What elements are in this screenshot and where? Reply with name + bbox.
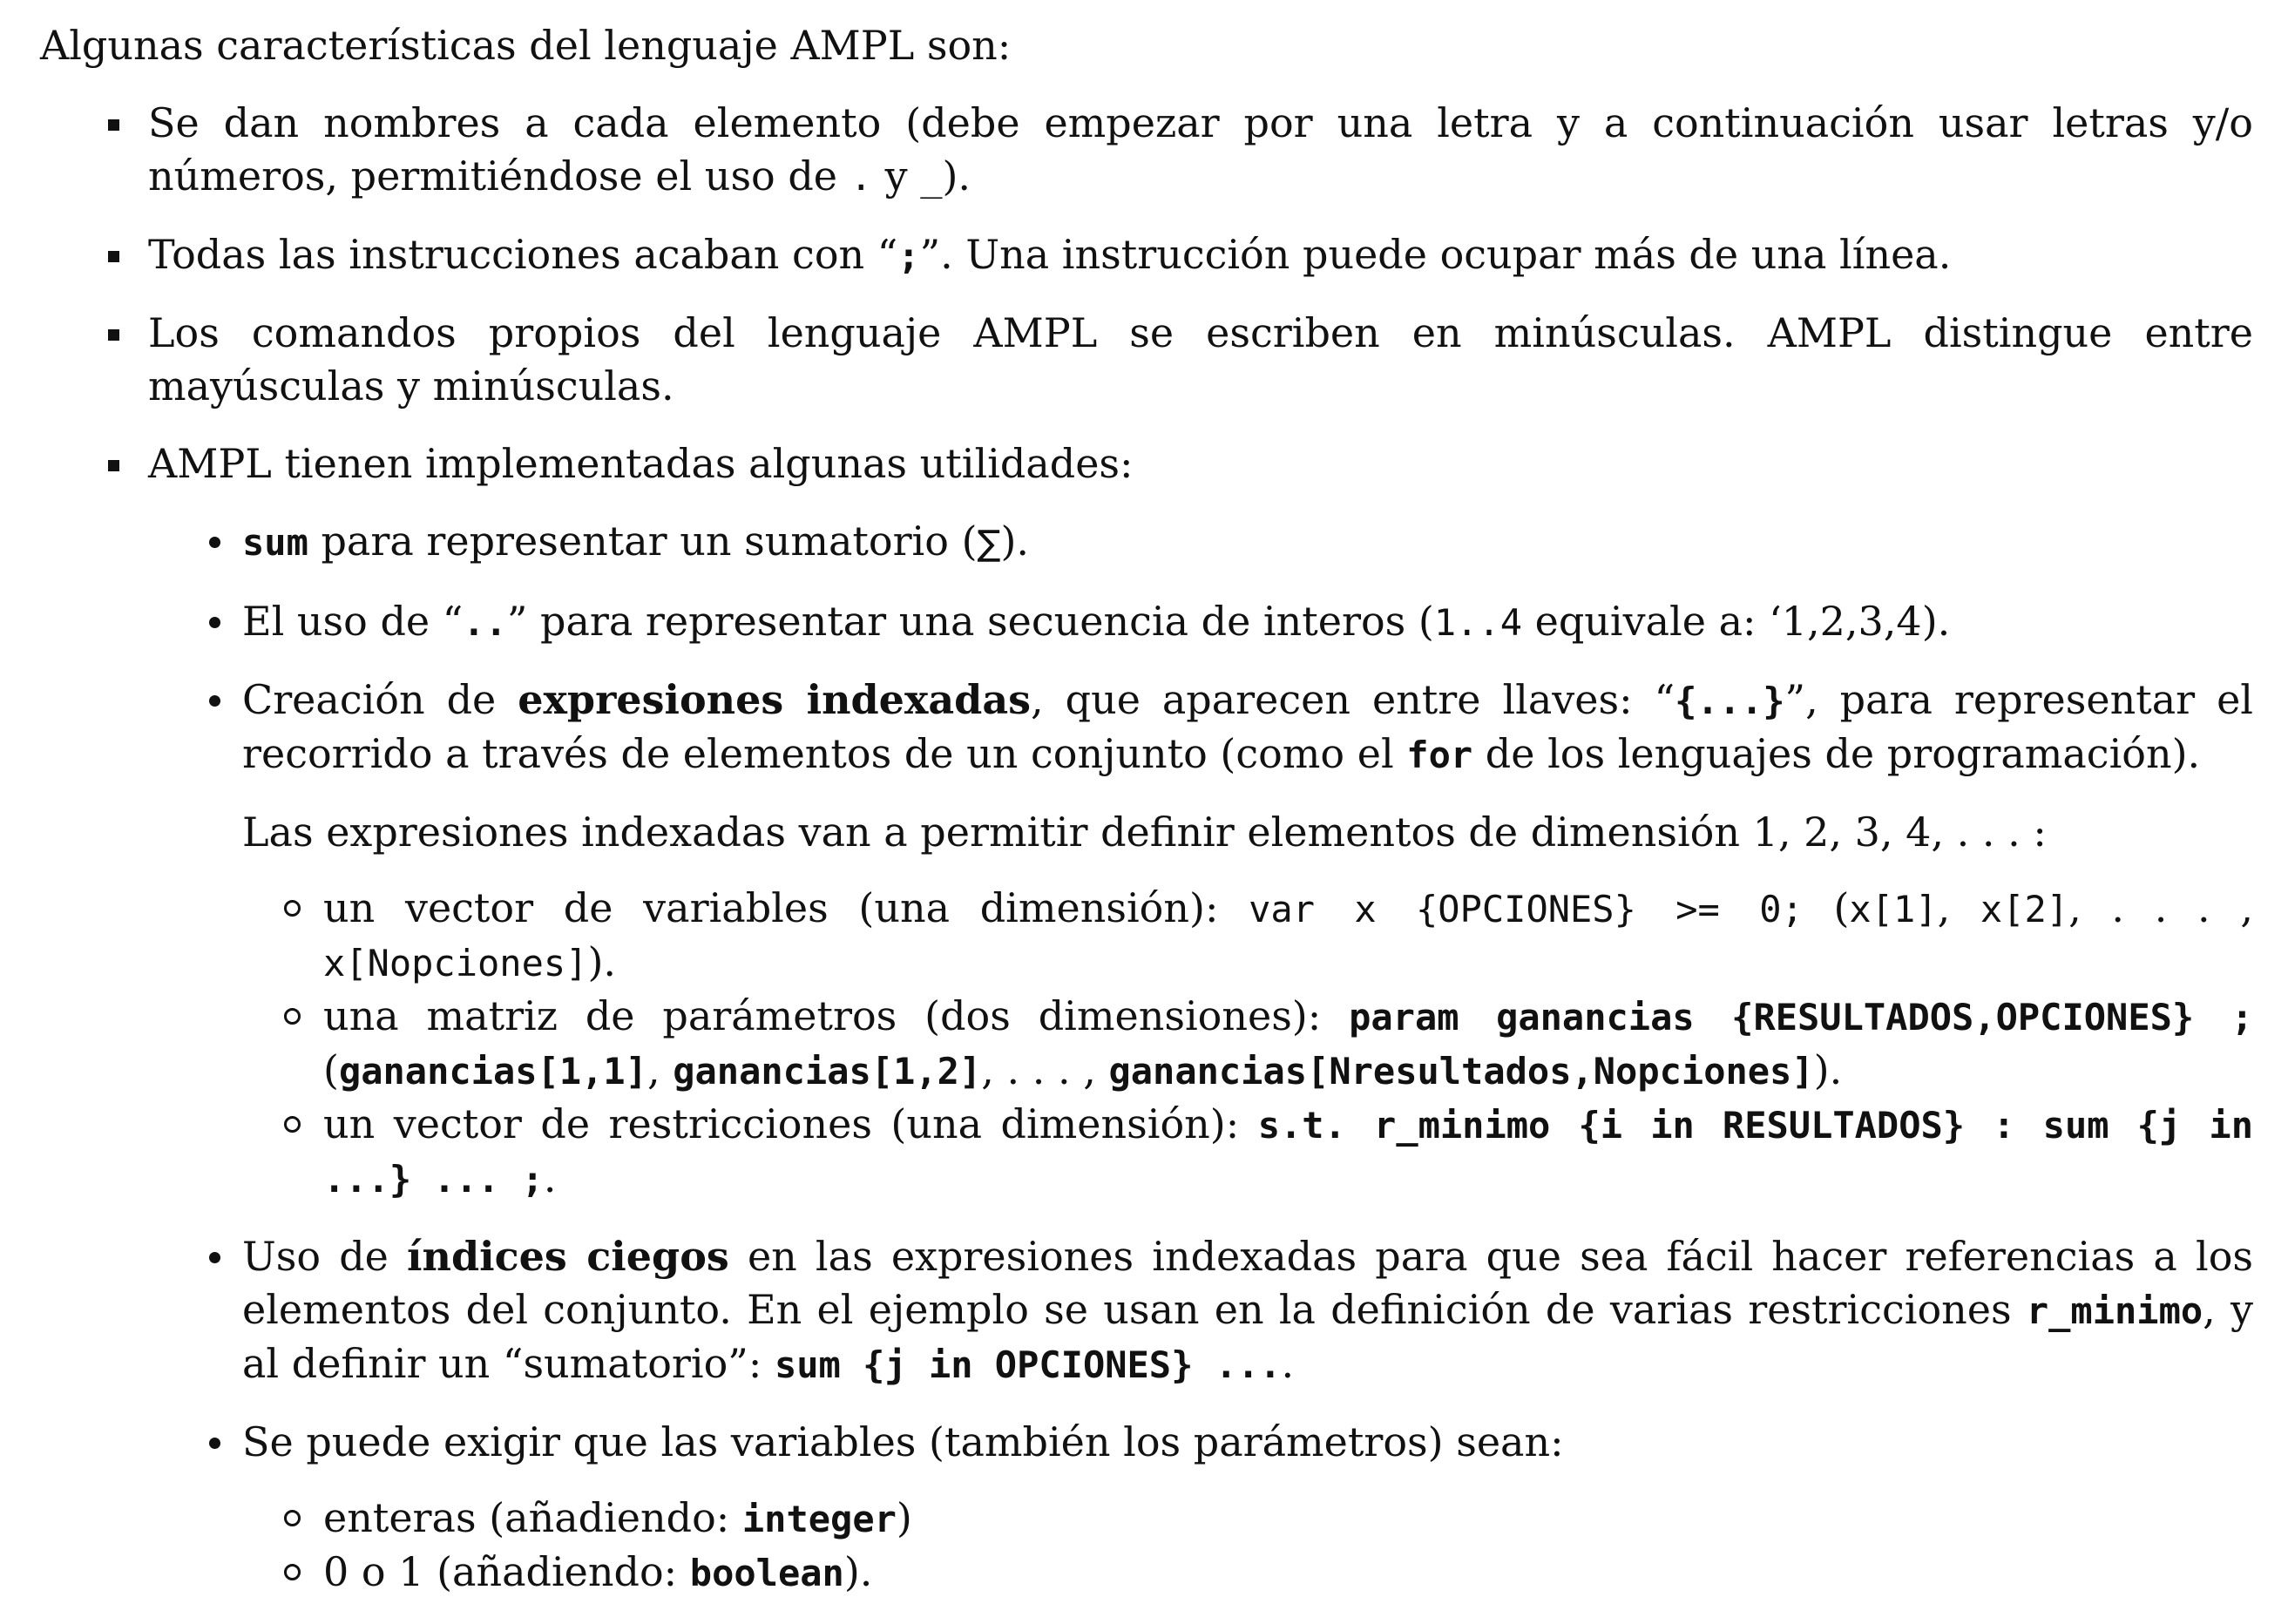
- text: 0 o 1 (añadiendo:: [323, 1548, 690, 1595]
- text: equivale a: ‘1,2,3,4).: [1522, 598, 1951, 645]
- text: un vector de variables (una dimensión):: [323, 884, 1249, 931]
- text: ).: [843, 1548, 873, 1595]
- text: ”. Una instrucción puede ocupar más de una línea.: [919, 231, 1952, 278]
- code-for: for: [1406, 734, 1473, 776]
- code-integer: integer: [741, 1498, 897, 1540]
- list-item-utilities: [40, 437, 2253, 1600]
- text: , . . . ,: [981, 1046, 1109, 1093]
- code-semicolon: ;: [897, 234, 920, 277]
- dimension-item-matrix: [242, 990, 2253, 1098]
- text: ,: [1937, 884, 1980, 931]
- text: .: [543, 1154, 557, 1201]
- text: ).: [1000, 518, 1030, 565]
- text: .: [1281, 1340, 1295, 1387]
- code-sum-opciones: sum {j in OPCIONES} ...: [774, 1343, 1282, 1386]
- text: AMPL tienen implementadas algunas utilidades:: [148, 440, 1134, 487]
- main-list: [40, 97, 2253, 1600]
- text: de los lenguajes de programación).: [1472, 730, 2201, 777]
- code: ganancias[Nresultados,Nopciones]: [1108, 1050, 1814, 1093]
- text: ).: [942, 152, 971, 200]
- bold-term: índices ciegos: [407, 1233, 729, 1280]
- utilities-list: [148, 515, 2253, 1600]
- code: ganancias[1,1]: [338, 1050, 647, 1093]
- code: x[1]: [1849, 888, 1938, 930]
- text: (: [1803, 884, 1850, 931]
- dimension-list: [242, 882, 2253, 1206]
- text: Todas las instrucciones acaban con “: [148, 231, 898, 278]
- code-range: 1..4: [1433, 601, 1522, 644]
- type-item-boolean: [242, 1546, 2253, 1600]
- text: ” para representar una secuencia de interos (: [506, 598, 1434, 645]
- intro-text: Algunas características del lenguaje AMPL son:: [40, 22, 1012, 69]
- text: una matriz de parámetros (dos dimensiones):: [323, 992, 1350, 1039]
- text: y: [871, 152, 921, 200]
- sub-item-indexed-expressions: [148, 673, 2253, 1206]
- text: un vector de restricciones (una dimensión):: [323, 1100, 1258, 1147]
- code: ganancias[1,2]: [673, 1050, 982, 1093]
- text: Creación de: [242, 676, 518, 723]
- code-underscore: _: [920, 156, 943, 199]
- text: Se puede exigir que las variables (también los parámetros) sean:: [242, 1418, 1564, 1465]
- code-dotdot: ..: [463, 601, 507, 644]
- text: ,: [646, 1046, 674, 1093]
- text: Se dan nombres a cada elemento (debe empezar por una letra y a continuación usar letras y/o números, permitiéndose el uso de: [148, 99, 2253, 200]
- list-item-instructions: [40, 228, 2253, 282]
- type-item-integer: [242, 1492, 2253, 1546]
- text: , y al definir un “sumatorio”:: [242, 1286, 2254, 1387]
- text: El uso de “: [242, 598, 464, 645]
- code-boolean: boolean: [689, 1552, 844, 1594]
- code-rminimo: r_minimo: [2026, 1289, 2203, 1332]
- list-item-naming: [40, 97, 2253, 204]
- code: var x {OPCIONES} >= 0;: [1249, 888, 1804, 930]
- code: x[2]: [1980, 888, 2069, 930]
- code: param ganancias {RESULTADOS,OPCIONES} ;: [1349, 996, 2253, 1039]
- dimension-paragraph: Las expresiones indexadas van a permitir definir elementos de dimensión 1, 2, 3, 4, . . . :: [242, 809, 2047, 856]
- dimension-item-constraints: [242, 1098, 2253, 1206]
- text: , que aparecen entre llaves: “: [1031, 676, 1675, 723]
- text: enteras (añadiendo:: [323, 1494, 742, 1541]
- code-sum: sum: [242, 521, 308, 564]
- text: , . . . ,: [2068, 884, 2253, 931]
- code-braces: {...}: [1675, 680, 1785, 722]
- text: ).: [1813, 1046, 1843, 1093]
- bold-term: expresiones indexadas: [518, 676, 1032, 723]
- sub-item-sequence: [148, 595, 2253, 649]
- code-dot: .: [850, 156, 872, 199]
- sub-item-variable-types: [148, 1416, 2253, 1600]
- sub-item-blind-indices: [148, 1230, 2253, 1391]
- code: s.t. r_minimo {i in RESULTADOS} : sum {j in ...} ... ;: [323, 1104, 2253, 1201]
- sub-item-sum: [148, 515, 2253, 571]
- list-item-commands: Los comandos propios del lenguaje AMPL se escriben en minúsculas. AMPL distingue entre mayúsculas y minúsculas.: [40, 307, 2253, 413]
- code: x[Nopciones]: [323, 942, 588, 985]
- text: (: [323, 1046, 339, 1093]
- dimension-item-vector: [242, 882, 2253, 990]
- variable-types-list: [242, 1492, 2253, 1600]
- text: Uso de: [242, 1233, 408, 1280]
- text: en las expresiones indexadas para que sea fácil hacer referencias a los elementos del conjunto. En el ejemplo se usan en la definición de varias restricciones: [242, 1233, 2253, 1333]
- text: ”, para representar el recorrido a través de elementos de un conjunto (como el: [242, 676, 2254, 777]
- text: ): [896, 1494, 912, 1541]
- text: ).: [587, 938, 617, 985]
- sigma-symbol: ∑: [977, 524, 1001, 564]
- document-page: [40, 19, 2253, 1624]
- text: para representar un sumatorio (: [308, 518, 978, 565]
